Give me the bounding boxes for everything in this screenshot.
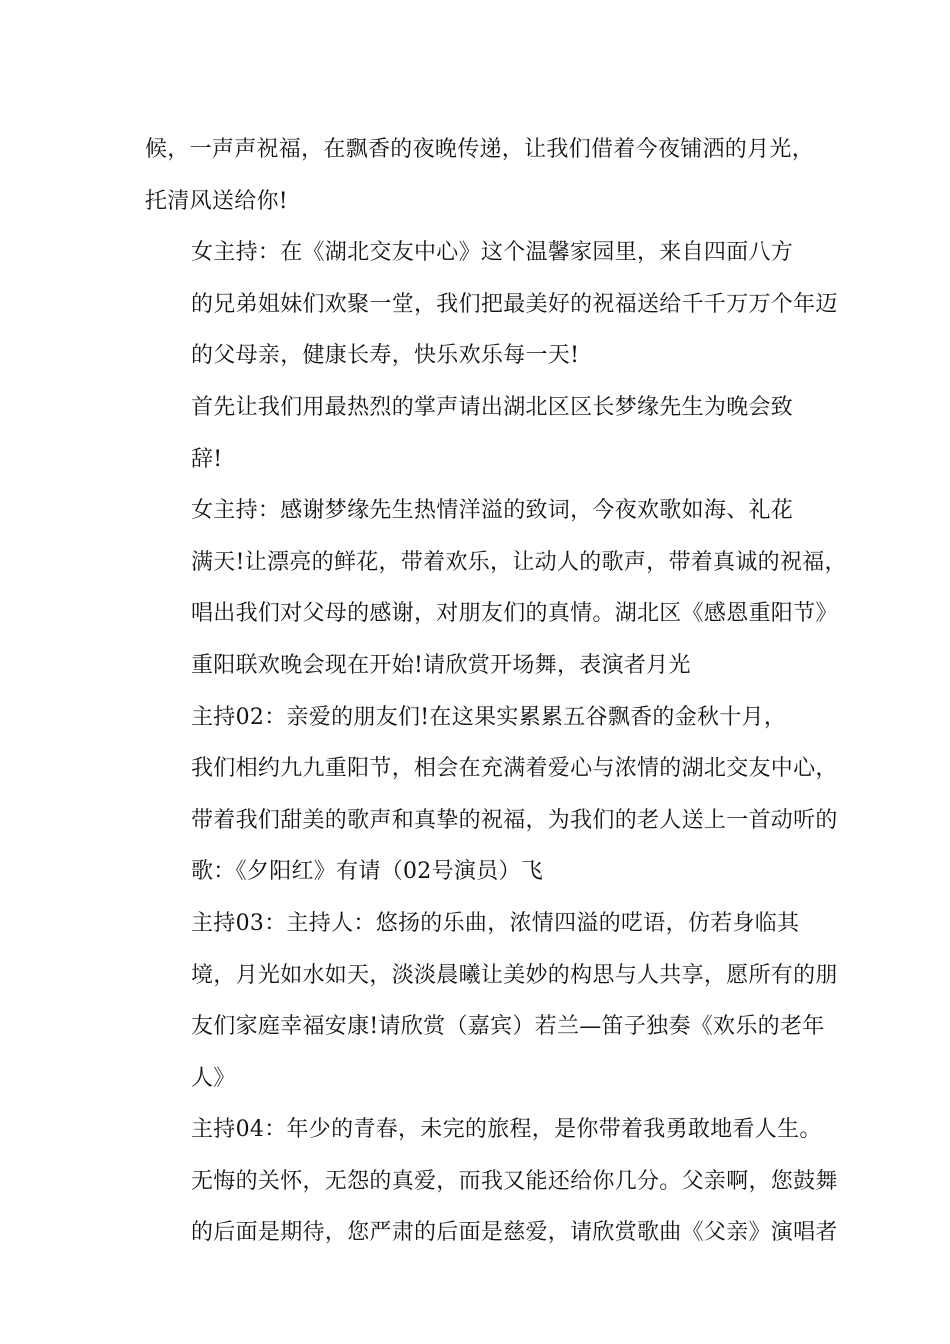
- text-line: 辞!: [191, 446, 223, 472]
- paragraph: [145, 1104, 838, 1259]
- text-line: 主持02：亲爱的朋友们!在这果实累累五谷飘香的金秋十月，: [191, 704, 787, 730]
- text-line: 候，一声声祝福，在飘香的夜晚传递，让我们借着今夜铺洒的月光，: [145, 137, 815, 162]
- text-line: 的后面是期待，您严肃的后面是慈爱，请欣赏歌曲《父亲》演唱者: [191, 1220, 838, 1246]
- text-line: 主持04：年少的青春，未完的旅程，是你带着我勇敢地看人生。: [191, 1117, 822, 1143]
- text-line: 人》: [191, 1065, 236, 1091]
- text-line: 女主持：感谢梦缘先生热情洋溢的致词，今夜欢歌如海、礼花: [191, 498, 794, 524]
- text-line: 首先让我们用最热烈的掌声请出湖北区区长梦缘先生为晚会致: [191, 394, 794, 420]
- text-line: 女主持：在《湖北交友中心》这个温馨家园里，来自四面八方: [191, 240, 794, 266]
- text-line: 我们相约九九重阳节，相会在充满着爱心与浓情的湖北交友中心，: [191, 756, 838, 782]
- paragraph: [145, 382, 835, 485]
- paragraph: [145, 227, 838, 382]
- paragraph: [145, 692, 838, 898]
- paragraph: [145, 898, 838, 1104]
- text-line: 主持03：主持人：悠扬的乐曲，浓情四溢的呓语，仿若身临其: [191, 910, 800, 936]
- text-line: 歌：《夕阳红》有请（02号演员）飞: [191, 859, 544, 885]
- text-line: 的父母亲，健康长寿，快乐欢乐每一天!: [191, 343, 580, 369]
- text-line: 无悔的关怀，无怨的真爱，而我又能还给你几分。父亲啊，您鼓舞: [191, 1168, 838, 1194]
- text-line: 重阳联欢晚会现在开始!请欣赏开场舞，表演者月光: [191, 652, 691, 678]
- document-body: [145, 124, 847, 1259]
- paragraph: [145, 485, 847, 691]
- text-line: 的兄弟姐妹们欢聚一堂，我们把最美好的祝福送给千千万万个年迈: [191, 291, 838, 317]
- text-line: 满天!让漂亮的鲜花，带着欢乐，让动人的歌声，带着真诚的祝福，: [191, 549, 847, 575]
- text-line: 境，月光如水如天，淡淡晨曦让美妙的构思与人共享，愿所有的朋: [191, 962, 838, 988]
- paragraph: [145, 124, 835, 227]
- text-line: 友们家庭幸福安康!请欣赏（嘉宾）若兰—笛子独奏《欢乐的老年: [191, 1014, 825, 1040]
- text-line: 带着我们甜美的歌声和真挚的祝福，为我们的老人送上一首动听的: [191, 807, 838, 833]
- text-line: 托清风送给你!: [145, 188, 288, 214]
- text-line: 唱出我们对父母的感谢，对朋友们的真情。湖北区《感恩重阳节》: [191, 601, 838, 627]
